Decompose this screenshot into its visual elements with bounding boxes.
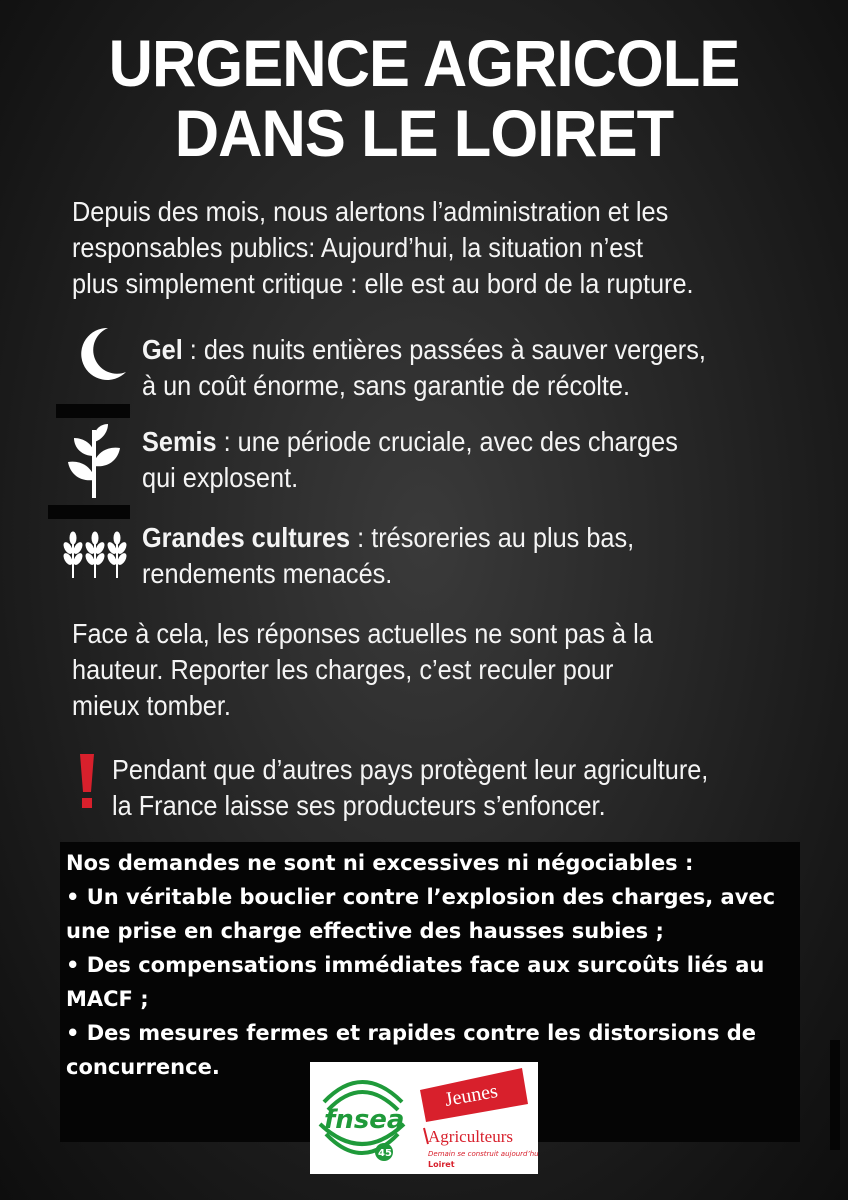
- intro-line-1: Depuis des mois, nous alertons l’administration et les: [72, 196, 669, 227]
- demand-line: une prise en charge effective des hausses subies ;: [66, 919, 664, 943]
- ja-logo: [420, 1068, 538, 1169]
- ja-word-2: Agriculteurs: [428, 1127, 513, 1146]
- face-line-1: Face à cela, les réponses actuelles ne sont pas à la: [72, 618, 653, 649]
- fnsea-text: fnsea: [324, 1105, 405, 1135]
- logos-panel: [310, 1062, 538, 1174]
- ja-tagline: Demain se construit aujourd’hui: [428, 1150, 538, 1158]
- intro-paragraph: [72, 194, 694, 302]
- black-bar: [56, 404, 130, 418]
- alert-line-1: Pendant que d’autres pays protègent leur agriculture,: [112, 754, 709, 785]
- exclamation-icon: [76, 752, 98, 812]
- ja-region: Loiret: [428, 1160, 455, 1169]
- item-gel-label: Gel: [142, 334, 183, 365]
- item-semis-text-1: : une période cruciale, avec des charges: [216, 426, 678, 457]
- alert-paragraph: [112, 752, 708, 824]
- item-gel-text-2: à un coût énorme, sans garantie de récolte.: [142, 370, 631, 401]
- demand-line: concurrence.: [66, 1055, 220, 1079]
- face-line-3: mieux tomber.: [72, 690, 231, 721]
- demand-line: MACF ;: [66, 987, 149, 1011]
- item-gel-text-1: : des nuits entières passées à sauver vergers,: [182, 334, 706, 365]
- face-paragraph: [72, 616, 653, 724]
- item-grandes-label: Grandes cultures: [142, 522, 351, 553]
- title-line-2: DANS LE LOIRET: [174, 96, 674, 170]
- demand-line: • Des mesures fermes et rapides contre les distorsions de: [66, 1021, 757, 1045]
- demands-heading: Nos demandes ne sont ni excessives ni négociables :: [66, 851, 694, 875]
- intro-line-3: plus simplement critique : elle est au bord de la rupture.: [72, 268, 694, 299]
- fnsea-number: 45: [378, 1148, 392, 1159]
- item-grandes-text-1: : trésoreries au plus bas,: [350, 522, 635, 553]
- item-semis-label: Semis: [142, 426, 217, 457]
- page-title: [30, 28, 819, 168]
- alert-line-2: la France laisse ses producteurs s’enfoncer.: [112, 790, 606, 821]
- item-semis-text-2: qui explosent.: [142, 462, 299, 493]
- black-bar: [48, 505, 130, 519]
- plant-icon: [62, 420, 126, 500]
- demands-list: [66, 846, 806, 1084]
- demand-line: • Un véritable bouclier contre l’explosion des charges, avec: [66, 885, 776, 909]
- item-semis: [142, 424, 678, 496]
- demand-line: • Des compensations immédiates face aux surcoûts liés au: [66, 953, 765, 977]
- wheat-icon: [62, 530, 128, 580]
- item-grandes-text-2: rendements menacés.: [142, 558, 393, 589]
- logos-art: [310, 1062, 538, 1174]
- fnsea-logo: [316, 1072, 408, 1164]
- edge-shadow: [830, 1040, 840, 1150]
- item-gel: [142, 332, 706, 404]
- face-line-2: hauteur. Reporter les charges, c’est reculer pour: [72, 654, 614, 685]
- ja-word-1: Jeunes: [443, 1079, 500, 1111]
- item-grandes-cultures: [142, 520, 634, 592]
- title-line-1: URGENCE AGRICOLE: [108, 26, 740, 100]
- moon-icon: [74, 324, 130, 384]
- intro-line-2: responsables publics: Aujourd’hui, la situation n’est: [72, 232, 644, 263]
